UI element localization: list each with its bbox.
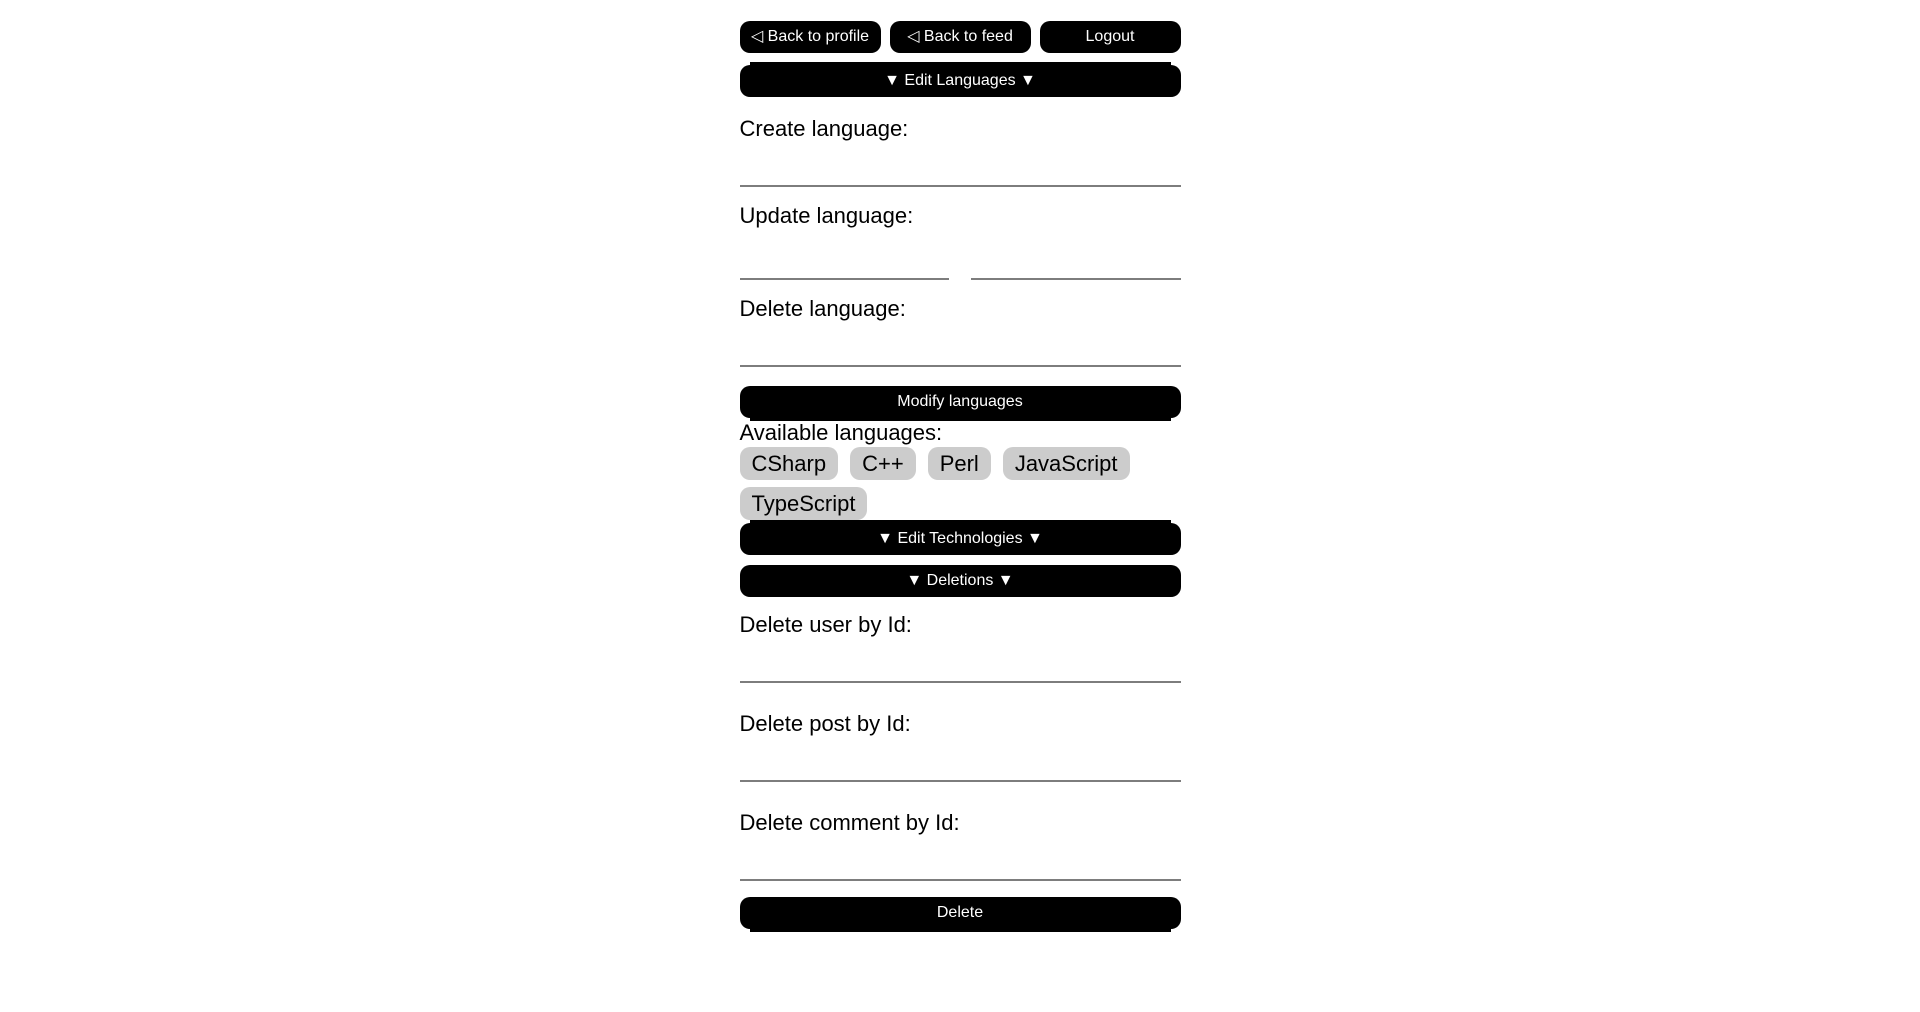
available-languages-section — [740, 421, 1181, 520]
create-language-field — [740, 116, 1181, 187]
available-languages-label: Available languages: — [739, 420, 943, 445]
back-to-profile-button[interactable]: ◁ Back to profile — [740, 21, 881, 53]
deletions-toggle[interactable]: ▼ Deletions ▼ — [740, 565, 1181, 597]
language-tag: Perl — [928, 447, 991, 480]
language-tag: TypeScript — [740, 487, 868, 520]
delete-post-input[interactable] — [740, 746, 1181, 782]
update-language-field — [740, 203, 1181, 280]
create-language-label: Create language: — [739, 116, 909, 141]
delete-post-field — [740, 711, 1181, 782]
delete-language-label: Delete language: — [739, 296, 906, 321]
delete-language-field — [740, 296, 1181, 367]
edit-languages-toggle[interactable]: ▼ Edit Languages ▼ — [740, 65, 1181, 97]
modify-languages-button[interactable]: Modify languages — [740, 386, 1181, 418]
create-language-input[interactable] — [740, 151, 1181, 187]
delete-user-input[interactable] — [740, 647, 1181, 683]
delete-user-field — [740, 612, 1181, 683]
main-column — [740, 0, 1181, 932]
edit-technologies-toggle[interactable]: ▼ Edit Technologies ▼ — [740, 523, 1181, 555]
update-language-label: Update language: — [739, 203, 914, 228]
update-language-inputs — [740, 228, 1181, 280]
delete-post-label: Delete post by Id: — [739, 711, 911, 736]
divider — [750, 929, 1171, 932]
logout-button[interactable]: Logout — [1040, 21, 1181, 53]
language-tag: JavaScript — [1003, 447, 1130, 480]
delete-comment-input[interactable] — [740, 845, 1181, 881]
update-language-input-1[interactable] — [740, 244, 950, 280]
delete-comment-label: Delete comment by Id: — [739, 810, 960, 835]
delete-language-input[interactable] — [740, 331, 1181, 367]
language-tag: CSharp — [740, 447, 839, 480]
back-to-feed-button[interactable]: ◁ Back to feed — [890, 21, 1031, 53]
delete-user-label: Delete user by Id: — [739, 612, 912, 637]
language-tag-list — [740, 447, 1181, 520]
delete-button[interactable]: Delete — [740, 897, 1181, 929]
language-tag: C++ — [850, 447, 916, 480]
delete-comment-field — [740, 810, 1181, 881]
top-nav-row — [740, 21, 1181, 53]
update-language-input-2[interactable] — [971, 244, 1181, 280]
